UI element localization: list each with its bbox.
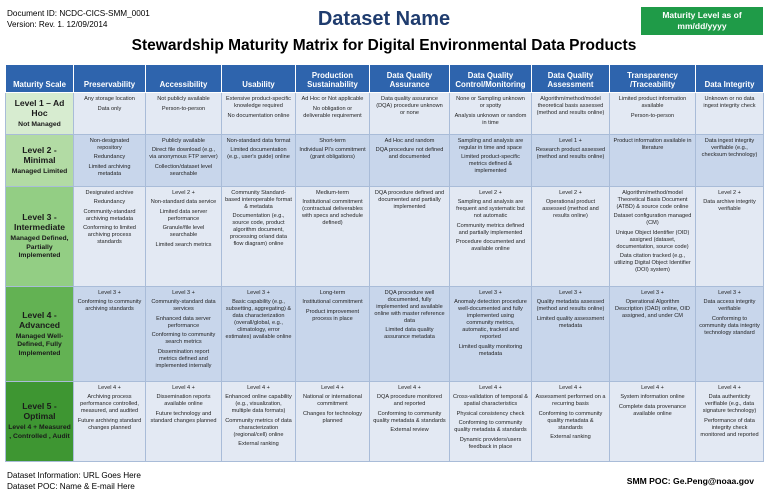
cell-entry: Conforming to community data integrity technology standard [699, 315, 760, 336]
level-name: Level 1 – Ad Hoc [14, 97, 65, 118]
cell-entry: Level 3 + [479, 289, 502, 296]
matrix-cell [146, 381, 222, 461]
cell-entry: External ranking [238, 441, 279, 448]
cell-entry: Dissemination report metrics defined and implemented internally [155, 348, 212, 369]
matrix-cell [696, 186, 764, 286]
cell-entry: Performance of data integrity check monitored and reported [700, 417, 759, 438]
level-label-cell [6, 381, 74, 461]
level-label-cell [6, 186, 74, 286]
matrix-cell [532, 134, 610, 186]
cell-entry: Dynamic providers/users feedback in place [459, 436, 522, 450]
matrix-cell [610, 186, 696, 286]
cell-entry: Algorithm/method/model Theoretical Basis Document (ATBD) & source code online [616, 189, 689, 210]
level-name: Level 4 - Advanced [18, 309, 61, 330]
cell-entry: Limited search metrics [155, 241, 212, 248]
cell-entry: Direct file download (e.g., via anonymous FTP server) [149, 147, 218, 161]
cell-entry: Medium-term [316, 189, 349, 196]
cell-entry: Level 2 + [559, 189, 582, 196]
cell-entry: Product improvement process in place [305, 308, 360, 322]
page-title: Dataset Name [317, 8, 451, 30]
cell-entry: Community metrics of data characterization (regional/cell) online [225, 417, 292, 438]
cell-entry: Community-standard archiving metadata [83, 208, 136, 222]
cell-entry: No obligation or deliverable requirement [303, 105, 362, 119]
cell-entry: Algorithm/method/model theoretical basis assessed (method and results online) [536, 96, 605, 116]
cell-entry: Level 3 + [718, 289, 741, 296]
matrix-cell [296, 286, 370, 381]
cell-entry: Data archive integrity verifiable [703, 199, 756, 213]
matrix-cell [696, 381, 764, 461]
cell-entry: Anomaly detection procedure well-documented and fully implemented using community metrics, automatic, tracked and reported [454, 299, 527, 341]
matrix-cell [696, 286, 764, 381]
column-header: Maturity Scale [6, 65, 74, 93]
cell-entry: Non-designated repository [89, 137, 130, 151]
matrix-cell [532, 381, 610, 461]
cell-entry: Conforming to community archiving standards [77, 299, 142, 313]
cell-entry: Unknown or no data ingest integrity check [703, 96, 756, 109]
cell-entry: Operational product assessed (method and results online) [542, 199, 599, 220]
cell-entry: Level 4 + [559, 384, 582, 391]
cell-entry: Person-to-person [630, 112, 675, 119]
level-name: Level 5 - Optimal [22, 401, 57, 422]
level-row [6, 93, 764, 135]
cell-entry: Limited quality monitoring metadata [458, 343, 523, 357]
cell-entry: Community metrics defined and partially implemented [456, 222, 525, 236]
cell-entry: DQA procedure monitored and reported [377, 394, 442, 408]
matrix-cell [74, 381, 146, 461]
matrix-cell [296, 93, 370, 135]
cell-entry: Limited archiving metadata [88, 163, 131, 177]
cell-entry: Limited data server performance [159, 208, 208, 222]
level-description: Level 4 + Measured , Controlled , Audit [8, 424, 71, 440]
matrix-cell [296, 134, 370, 186]
cell-entry: Enhanced data server performance [156, 315, 211, 329]
cell-entry: Not publicly available [157, 96, 210, 102]
column-header: Transparency /Traceability [610, 65, 696, 93]
cell-entry: Level 3 + [172, 289, 195, 296]
cell-entry: Procedure documented and available online [455, 239, 526, 253]
column-header: Data Integrity [696, 65, 764, 93]
matrix-title: Stewardship Maturity Matrix for Digital Environmental Data Products [131, 37, 637, 54]
cell-entry: Limited quality assessment metadata [536, 315, 605, 329]
cell-entry: Conforming to community quality metadata & standards [373, 410, 446, 424]
cell-entry: Level 2 + [479, 189, 502, 196]
column-header: Data Quality Control/Monitoring [450, 65, 532, 93]
column-header: Data Quality Assurance [370, 65, 450, 93]
cell-entry: Community Standard-based interoperable format & metadata [225, 189, 292, 210]
cell-entry: Individual PI's commitment (grant obligations) [299, 147, 366, 161]
cell-entry: Archiving process performance controlled, measured, and audited [80, 394, 139, 415]
cell-entry: Level 2 + [172, 189, 195, 196]
cell-entry: Limited data quality assurance metadata [384, 327, 435, 341]
document-id: Document ID: NCDC-CICS-SMM_0001 [7, 9, 150, 18]
cell-entry: Level 4 + [641, 384, 664, 391]
cell-entry: Limited product-specific metrics defined & implemented [461, 154, 520, 175]
badge-label: Maturity Level as of [662, 10, 742, 20]
matrix-cell [146, 186, 222, 286]
cell-entry: Conforming to community search metrics [151, 332, 216, 346]
cell-entry: National or international commitment [302, 394, 363, 408]
cell-entry: Sampling and analysis are regular in time and space [457, 137, 524, 151]
cell-entry: Research product assessed (method and results online) [535, 147, 606, 161]
matrix-cell [532, 286, 610, 381]
cell-entry: Data authenticity verifiable (e.g., data signature technology) [702, 394, 757, 415]
cell-entry: DQA procedure defined and documented and partially implemented [374, 189, 445, 210]
cell-entry: Analysis unknown or random in time [454, 112, 527, 126]
matrix-cell [296, 381, 370, 461]
cell-entry: Basic capability (e.g., subsetting, aggregating) & data characterization (overall/global, e.g., climatology, error estimates) available online [225, 299, 292, 341]
cell-entry: Level 4 + [718, 384, 741, 391]
matrix-cell [74, 134, 146, 186]
cell-entry: Level 1 + [559, 137, 582, 144]
cell-entry: Short-term [319, 137, 346, 144]
column-header: Accessibility [146, 65, 222, 93]
cell-entry: Institutional commitment [302, 299, 363, 306]
cell-entry: Granule/file level searchable [162, 225, 205, 239]
cell-entry: Quality metadata assessed (method and results online) [536, 299, 605, 313]
matrix-cell [146, 93, 222, 135]
matrix-cell [222, 134, 296, 186]
level-label-cell [6, 286, 74, 381]
level-row [6, 286, 764, 381]
cell-entry: Level 4 + [247, 384, 270, 391]
matrix-cell [146, 286, 222, 381]
matrix-cell [370, 286, 450, 381]
cell-entry: Physical consistency check [456, 410, 525, 417]
level-row [6, 381, 764, 461]
matrix-cell [296, 186, 370, 286]
cell-entry: System information online [620, 394, 685, 401]
matrix-cell [370, 186, 450, 286]
matrix-cell [74, 186, 146, 286]
cell-entry: Data quality assurance (DQA) procedure unknown or none [376, 96, 443, 116]
matrix-cell [610, 93, 696, 135]
level-row [6, 134, 764, 186]
cell-entry: Assessment performed on a recurring basis [535, 394, 606, 408]
cell-entry: Conforming to community quality metadata & standards [538, 410, 603, 431]
cell-entry: Dissemination reports available online [156, 394, 211, 408]
cell-entry: Documentation (e.g., source code, product algorithm document, processing or/and data flow diagram) online [230, 213, 287, 248]
matrix-cell [532, 186, 610, 286]
cell-entry: Data ingest integrity verifiable (e.g., checksum technology) [701, 137, 758, 158]
level-description: Managed Well-Defined, Fully Implemented [15, 332, 64, 357]
cell-entry: Ad Hoc or Not applicable [301, 96, 364, 102]
cell-entry: Data citation tracked (e.g., utilizing Digital Object Identifier (DOI) system) [614, 253, 691, 274]
footer-dataset-info [7, 470, 141, 492]
cell-entry: External ranking [550, 434, 591, 441]
cell-entry: Community-standard data services [151, 299, 216, 313]
cell-entry: Sampling and analysis are frequent and systematic but not automatic [456, 199, 525, 220]
cell-entry: Non-standard data service [150, 199, 217, 206]
cell-entry: Changes for technology planned [302, 410, 363, 424]
dataset-information: Dataset Information: URL Goes Here [7, 471, 141, 480]
cell-entry: Level 4 + [98, 384, 121, 391]
cell-entry: Publicly available [162, 137, 205, 144]
matrix-cell [450, 134, 532, 186]
level-description: Not Managed [18, 120, 61, 128]
matrix-cell [450, 381, 532, 461]
cell-entry: Unique Object Identifier (OID) assigned (dataset, documentation, source code) [615, 229, 690, 250]
matrix-cell [222, 186, 296, 286]
matrix-cell [222, 93, 296, 135]
level-label-cell [6, 134, 74, 186]
cell-entry: Person-to-person [161, 105, 206, 112]
header-row [6, 65, 764, 93]
smm-poc: SMM POC: Ge.Peng@noaa.gov [626, 476, 754, 486]
matrix-cell [532, 93, 610, 135]
matrix-cell [450, 286, 532, 381]
cell-entry: None or Sampling unknown or spotty [456, 96, 525, 109]
cell-entry: Collection/dataset level searchable [154, 163, 213, 177]
cell-entry: Level 4 + [321, 384, 344, 391]
level-row [6, 186, 764, 286]
level-name: Level 2 - Minimal [22, 144, 57, 165]
cell-entry: Extensive product-specific knowledge required [226, 96, 291, 109]
cell-entry: Designated archive [85, 189, 134, 196]
cell-entry: Level 3 + [641, 289, 664, 296]
column-header: Preservability [74, 65, 146, 93]
cell-entry: Level 4 + [479, 384, 502, 391]
cell-entry: Data access integrity verifiable [703, 299, 756, 313]
matrix-cell [74, 93, 146, 135]
column-header: Usability [222, 65, 296, 93]
matrix-cell [610, 134, 696, 186]
cell-entry: Level 2 + [718, 189, 741, 196]
cell-entry: DQA procedure not defined and documented [375, 147, 444, 161]
cell-entry: Conforming to community quality metadata & standards [454, 420, 527, 434]
cell-entry: Level 4 + [172, 384, 195, 391]
matrix-cell [222, 381, 296, 461]
cell-entry: Enhanced online capability (e.g., visualization, multiple data formats) [225, 394, 292, 415]
cell-entry: Institutional commitment (contractual deliverables with specs and schedule defined) [302, 199, 363, 227]
level-description: Managed Limited [11, 167, 68, 175]
cell-entry: Limited documentation (e.g., user's guide) online [227, 147, 290, 161]
cell-entry: Product information available in literature [613, 137, 692, 151]
cell-entry: Data only [97, 105, 122, 112]
cell-entry: Non-standard data format [226, 137, 291, 144]
matrix-cell [610, 286, 696, 381]
maturity-level-badge [641, 7, 763, 35]
cell-entry: Cross-validation of temporal & spatial characteristics [453, 394, 528, 408]
cell-entry: Long-term [319, 289, 346, 296]
cell-entry: Ad Hoc and random [384, 137, 435, 144]
cell-entry: Level 3 + [98, 289, 121, 296]
cell-entry: Dataset configuration managed (CM) [613, 213, 692, 227]
cell-entry: Level 4 + [398, 384, 421, 391]
badge-date: mm/dd/yyyy [677, 21, 727, 31]
cell-entry: Any storage location [84, 96, 135, 102]
document-version: Version: Rev. 1. 12/09/2014 [7, 20, 108, 29]
cell-entry: External review [390, 427, 429, 434]
level-name: Level 3 - Intermediate [13, 212, 66, 233]
cell-entry: Level 3 + [559, 289, 582, 296]
stewardship-matrix [5, 64, 764, 462]
matrix-cell [450, 186, 532, 286]
dataset-poc: Dataset POC: Name & E-mail Here [7, 482, 135, 491]
column-header: Production Sustainability [296, 65, 370, 93]
cell-entry: Limited product information available [618, 96, 687, 109]
matrix-cell [696, 134, 764, 186]
matrix-cell [610, 381, 696, 461]
cell-entry: No documentation online [227, 112, 290, 119]
matrix-cell [74, 286, 146, 381]
matrix-cell [370, 381, 450, 461]
matrix-cell [450, 93, 532, 135]
cell-entry: Conforming to limited archiving process standards [83, 225, 136, 246]
level-label-cell [6, 93, 74, 135]
level-description: Managed Defined, Partially Implemented [10, 235, 69, 260]
cell-entry: Redundancy [93, 154, 126, 161]
matrix-cell [146, 134, 222, 186]
matrix-cell [222, 286, 296, 381]
matrix-cell [370, 134, 450, 186]
cell-entry: DQA procedure well documented, fully implemented and available online with master reference data [374, 289, 445, 324]
column-header: Data Quality Assessment [532, 65, 610, 93]
cell-entry: Complete data provenance available online [618, 403, 687, 417]
cell-entry: Future technology and standard changes planned [150, 410, 217, 424]
cell-entry: Operational Algorithm Description (OAD) online, OID assigned, and under CM [615, 299, 690, 320]
matrix-cell [370, 93, 450, 135]
cell-entry: Redundancy [93, 199, 126, 206]
cell-entry: Future archiving standard changes planned [77, 417, 142, 431]
matrix-cell [696, 93, 764, 135]
cell-entry: Level 3 + [247, 289, 270, 296]
